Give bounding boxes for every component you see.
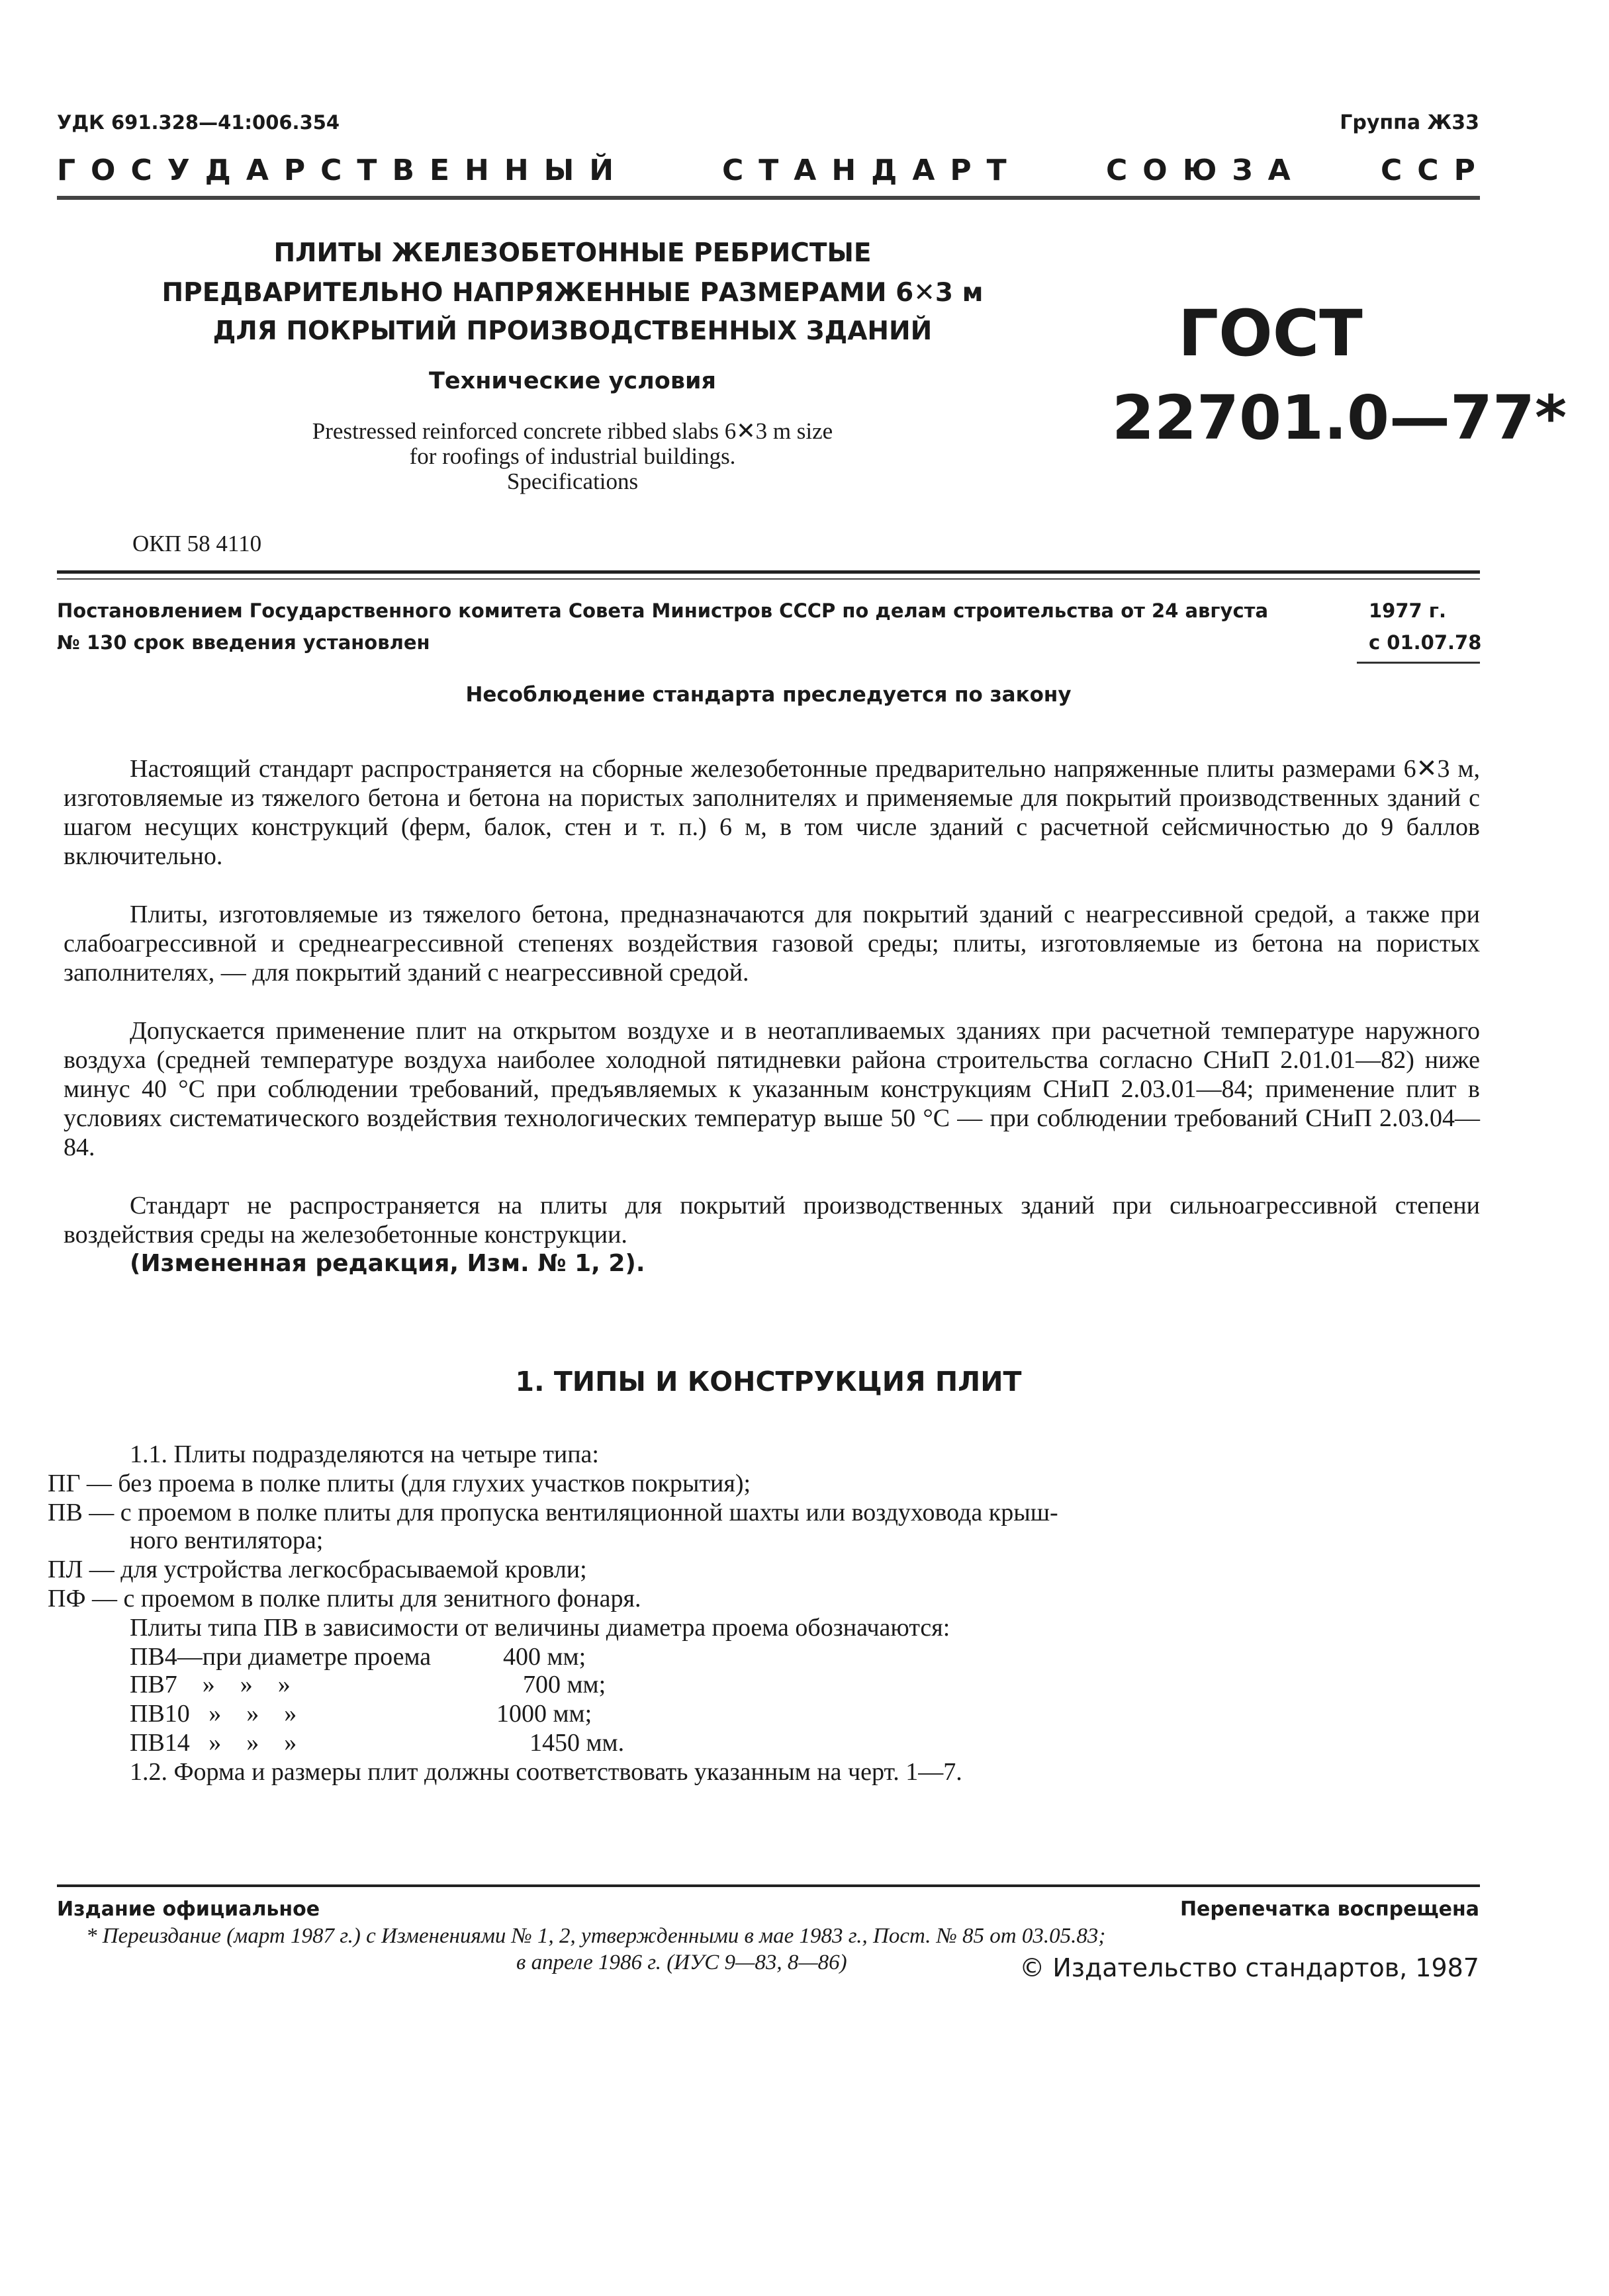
pv-row-value: 1450 мм. bbox=[529, 1729, 625, 1757]
english-title: Prestressed reinforced concrete ribbed slabs 6✕3 m size bbox=[312, 418, 833, 444]
official-edition: Издание официальное bbox=[57, 1898, 320, 1921]
banner-word: ГОСУДАРСТВЕННЫЙ bbox=[57, 154, 629, 187]
paragraph: Настоящий стандарт распространяется на сборные железобетонные предварительно напряженные плиты размерами 6✕3 м, изготовляемые из тяжелого бетона и бетона на пористых заполнителях и применяемые для покрытий производственных зданий с шагом несущих конструкций (ферм, балок, стен и т. п.) 6 м, в том числе зданий с расчетной сейсмичностью до 9 баллов включительно. bbox=[64, 755, 1480, 870]
paragraph: Плиты, изготовляемые из тяжелого бетона, предназначаются для покрытий зданий с неагрессивной средой, а также при слабоагрессивной и среднеагрессивной степенях воздействия газовой среды; плиты, изготовляемые из бетона на пористых заполнителях, — для покрытий зданий с неагрессивной средой. bbox=[64, 901, 1480, 987]
divider bbox=[57, 570, 1480, 574]
gost-label: ГОСТ bbox=[1178, 296, 1363, 371]
amendment-note: (Измененная редакция, Изм. № 1, 2). bbox=[130, 1250, 645, 1277]
pv-row-code: ПВ10 » » » bbox=[130, 1700, 297, 1728]
paragraph: Допускается применение плит на открытом воздухе и в неотапливаемых зданиях при расчетной температуре наружного воздуха (средней температуре воздуха наиболее холодной пятидневки района строительства согласно СНиП 2.01.01—82) ниже минус 40 °С при соблюдении требований, предъявляемых к указанным конструкциям СНиП 2.03.01—84; применение плит в условиях систематического воздействия технологических температур выше 50 °С — при соблюдении требований СНиП 2.03.04—84. bbox=[64, 1017, 1480, 1161]
pv-row-code: ПВ14 » » » bbox=[130, 1729, 297, 1757]
paragraph: Стандарт не распространяется на плиты для покрытий производственных зданий при сильноагрессивной степени воздействия среды на железобетонные конструкции. bbox=[64, 1192, 1480, 1249]
banner-word: СОЮЗА bbox=[1106, 154, 1306, 187]
list-item: ного вентилятора; bbox=[130, 1526, 324, 1554]
divider bbox=[57, 578, 1480, 580]
list-intro: 1.1. Плиты подразделяются на четыре типа: bbox=[130, 1440, 599, 1468]
gost-number: 22701.0—77* bbox=[1112, 382, 1567, 453]
list-item: ПГ — без проема в полке плиты (для глухих участков покрытия); bbox=[48, 1470, 751, 1497]
reissue-note: * Переиздание (март 1987 г.) с Изменениями № 1, 2, утвержденными в мае 1983 г., Пост. № 85 от 03.05.83; bbox=[86, 1924, 1106, 1948]
banner-word: СТАНДАРТ bbox=[722, 154, 1022, 187]
english-title: for roofings of industrial buildings. bbox=[409, 443, 736, 469]
decree-text: Постановлением Государственного комитета Совета Министров СССР по делам строительства от 24 августа bbox=[57, 599, 1269, 622]
list-item: ПЛ — для устройства легкосбрасываемой кровли; bbox=[48, 1556, 587, 1583]
banner-word: ССР bbox=[1381, 154, 1491, 187]
pv-row-value: 700 мм; bbox=[523, 1671, 606, 1699]
list-item: 1.2. Форма и размеры плит должны соответствовать указанным на черт. 1—7. bbox=[130, 1758, 962, 1786]
decree-year: 1977 г. bbox=[1369, 599, 1446, 622]
title-line: ДЛЯ ПОКРЫТИЙ ПРОИЗВОДСТВЕННЫХ ЗДАНИЙ bbox=[212, 316, 933, 346]
udk-code: УДК 691.328—41:006.354 bbox=[57, 111, 340, 134]
pv-row-value: 1000 мм; bbox=[496, 1700, 592, 1728]
group-code: Группа Ж33 bbox=[1340, 111, 1479, 134]
copyright: © Издательство стандартов, 1987 bbox=[1019, 1953, 1479, 1982]
state-standard-banner bbox=[57, 154, 1491, 193]
divider bbox=[1357, 662, 1480, 664]
pv-row-code: ПВ7 » » » bbox=[130, 1671, 291, 1699]
divider bbox=[57, 1884, 1480, 1887]
list-item: ПВ — с проемом в полке плиты для пропуска вентиляционной шахты или воздуховода крыш- bbox=[48, 1499, 1058, 1526]
reissue-note: в апреле 1986 г. (ИУС 9—83, 8—86) bbox=[516, 1951, 847, 1974]
title-line: ПЛИТЫ ЖЕЛЕЗОБЕТОННЫЕ РЕБРИСТЫЕ bbox=[273, 238, 872, 268]
english-title: Specifications bbox=[506, 468, 639, 494]
okp-code: ОКП 58 4110 bbox=[132, 531, 262, 556]
banner-rule bbox=[57, 196, 1480, 200]
pv-row-code: ПВ4—при диаметре проема bbox=[130, 1643, 432, 1671]
reprint-prohibited: Перепечатка воспрещена bbox=[1179, 1898, 1479, 1921]
decree-text: № 130 срок введения установлен bbox=[57, 631, 430, 654]
title-line: ПРЕДВАРИТЕЛЬНО НАПРЯЖЕННЫЕ РАЗМЕРАМИ 6✕3 м bbox=[161, 278, 984, 308]
list-item: ПФ — с проемом в полке плиты для зенитного фонаря. bbox=[48, 1585, 641, 1612]
section-title: 1. ТИПЫ И КОНСТРУКЦИЯ ПЛИТ bbox=[515, 1366, 1022, 1397]
subtitle: Технические условия bbox=[429, 368, 716, 394]
list-intro: Плиты типа ПВ в зависимости от величины диаметра проема обозначаются: bbox=[130, 1614, 950, 1642]
legal-notice: Несоблюдение стандарта преследуется по закону bbox=[465, 683, 1072, 707]
pv-row-value: 400 мм; bbox=[503, 1643, 586, 1671]
decree-date: с 01.07.78 bbox=[1369, 631, 1482, 654]
